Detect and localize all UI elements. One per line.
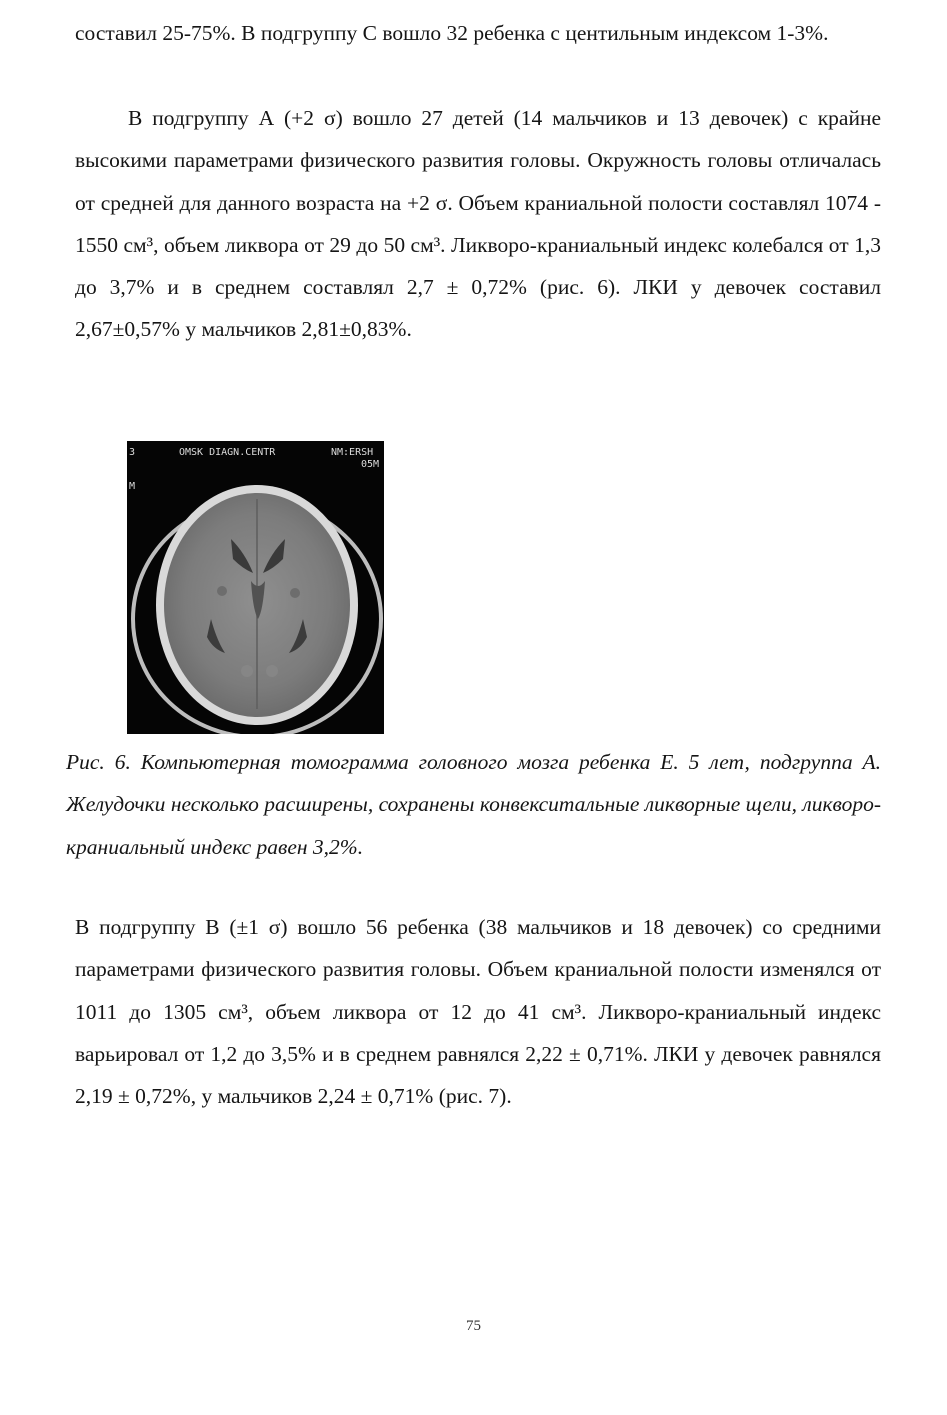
- page-number: 75: [466, 1318, 481, 1334]
- paragraph-2: В подгруппу А (+2 σ) вошло 27 детей (14 мальчиков и 13 девочек) с крайне высокими параметрами физического развития головы. Окружность головы отличалась от средней для данного возраста на +2 σ. Объем краниальной полости составлял 1074 - 1550 см³, объем ликвора от 29 до 50 см³. Ликворо-краниальный индекс колебался от 1,3 до 3,7% и в среднем составлял 2,7 ± 0,72% (рис. 6). ЛКИ у девочек составил 2,67±0,57% у мальчиков 2,81±0,83%.: [75, 106, 881, 342]
- ct-overlay-left-2: M: [129, 481, 136, 492]
- ct-overlay-right: NM:ERSH: [331, 447, 374, 458]
- ct-overlay-left: 3: [129, 447, 136, 458]
- paragraph-1: составил 25-75%. В подгруппу С вошло 32 ребенка с центильным индексом 1-3%.: [75, 21, 829, 45]
- ct-overlay-center: OMSK DIAGN.CENTR: [179, 447, 276, 458]
- paragraph-3: В подгруппу В (±1 σ) вошло 56 ребенка (38 мальчиков и 18 девочек) со средними параметрами физического развития головы. Объем краниальной полости изменялся от 1011 до 1305 см³, объем ликвора от 12 до 41 см³. Ликворо-краниальный индекс варьировал от 1,2 до 3,5% и в среднем равнялся 2,22 ± 0,71%. ЛКИ у девочек равнялся 2,19 ± 0,72%, у мальчиков 2,24 ± 0,71% (рис. 7).: [75, 915, 881, 1109]
- figure-caption: Рис. 6. Компьютерная томограмма головного мозга ребенка Е. 5 лет, подгруппа А. Желудочки несколько расширены, сохранены конвекситальные ликворные щели, ликворо-краниальный индекс равен 3,2%.: [66, 750, 881, 859]
- ct-scan-image: [127, 441, 384, 734]
- ct-overlay-right-2: 05M: [361, 459, 380, 470]
